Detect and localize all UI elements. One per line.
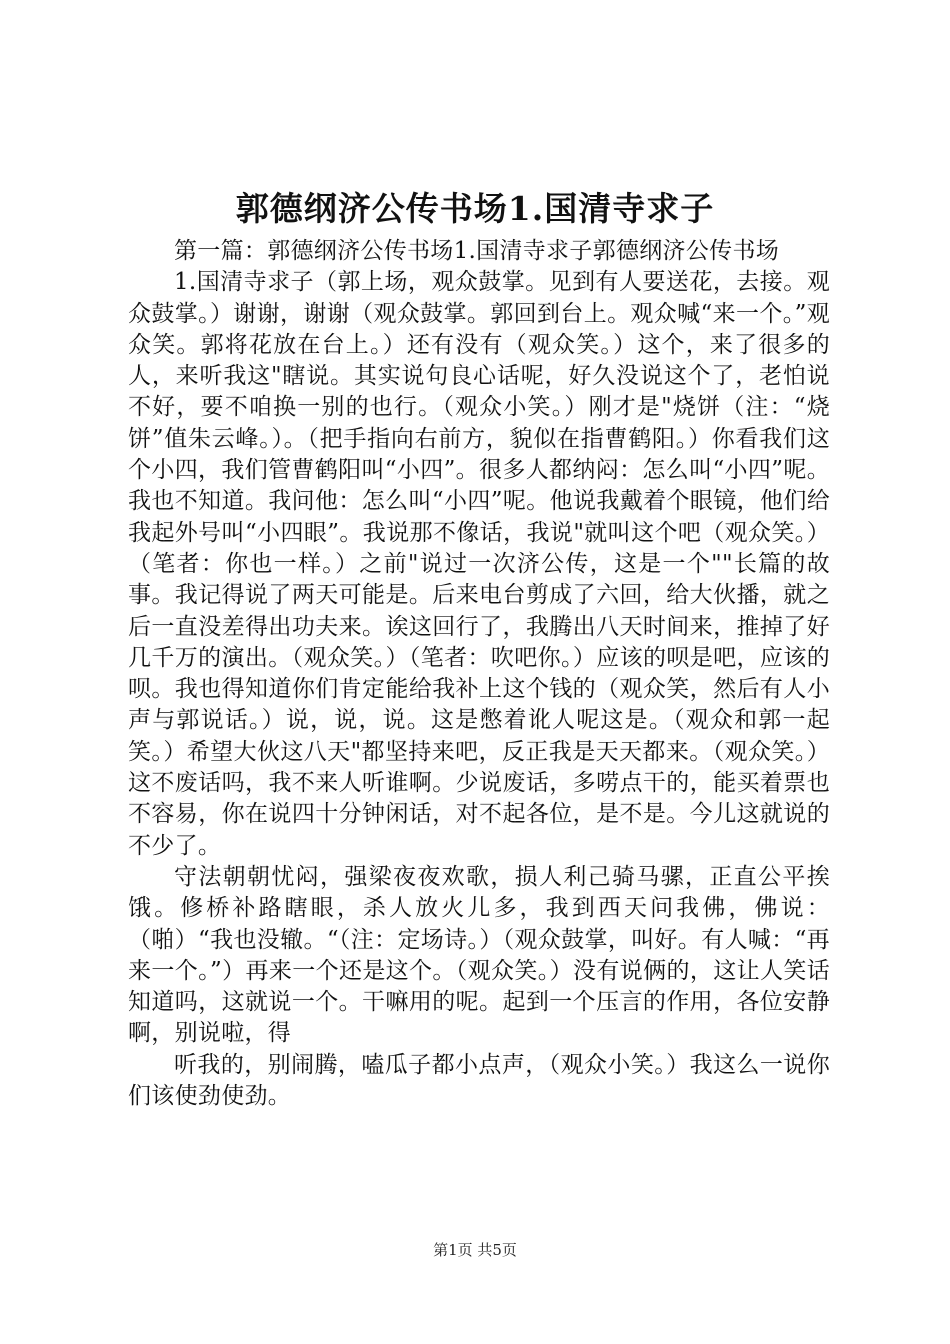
paragraph: 1.国清寺求子（郭上场，观众鼓掌。见到有人要送花，去接。观众鼓掌。）谢谢，谢谢（观众鼓掌。郭回到台上。观众喊“来一个。”观众笑。郭将花放在台上。）还有没有（观众笑。）这个，来了很多的人，来听我这"瞎说。其实说句良心话呢，好久没说这个了，老怕说不好，要不咱换一别的也行。（观众小笑。）刚才是"烧饼（注：“烧饼”值朱云峰。）。（把手指向右前方，貌似在指曹鹤阳。）你看我们这个小四，我们管曹鹤阳叫“小四”。很多人都纳闷：怎么叫“小四”呢。我也不知道。我问他：怎么叫“小四”呢。他说我戴着个眼镜，他们给我起外号叫“小四眼”。我说那不像话，我说"就叫这个吧（观众笑。）（笔者：你也一样。）之前"说过一次济公传，这是一个""长篇的故事。我记得说了两天可能是。后来电台剪成了六回，给大伙播，就之后一直没差得出功夫来。诶这回行了，我腾出八天时间来，推掉了好几千万的演出。（观众笑。）（笔者：吹吧你。）应该的呗是吧，应该的呗。我也得知道你们肯定能给我补上这个钱的（观众笑，然后有人小声与郭说话。）说，说，说。这是憋着讹人呢这是。（观众和郭一起笑。）希望大伙这八天"都坚持来吧，反正我是天天都来。（观众笑。）这不废话吗，我不来人听谁啊。少说废话，多唠点干的，能买着票也不容易，你在说四十分钟闲话，对不起各位，是不是。今儿这就说的不少了。 (128, 269, 830, 859)
document-title: 郭德纲济公传书场1.国清寺求子 (235, 189, 715, 228)
document-body (128, 236, 830, 1112)
page-number-footer: 第1页 共5页 (433, 1241, 517, 1259)
paragraph: 第一篇：郭德纲济公传书场1.国清寺求子郭德纲济公传书场 (174, 238, 780, 264)
paragraph: 守法朝朝忧闷，强梁夜夜欢歌，损人利己骑马骡，正直公平挨饿。修桥补路瞎眼，杀人放火儿多，我到西天问我佛，佛说：（啪）“我也没辙。“（注：定场诗。）（观众鼓掌，叫好。有人喊：“再来一个。”）再来一个还是这个。（观众笑。）没有说俩的，这让人笑话知道吗，这就说一个。干嘛用的呢。起到一个压言的作用，各位安静啊，别说啦，得 (128, 863, 830, 1047)
paragraph: 听我的，别闹腾，嗑瓜子都小点声，（观众小笑。）我这么一说你们该使劲使劲。 (128, 1051, 830, 1110)
